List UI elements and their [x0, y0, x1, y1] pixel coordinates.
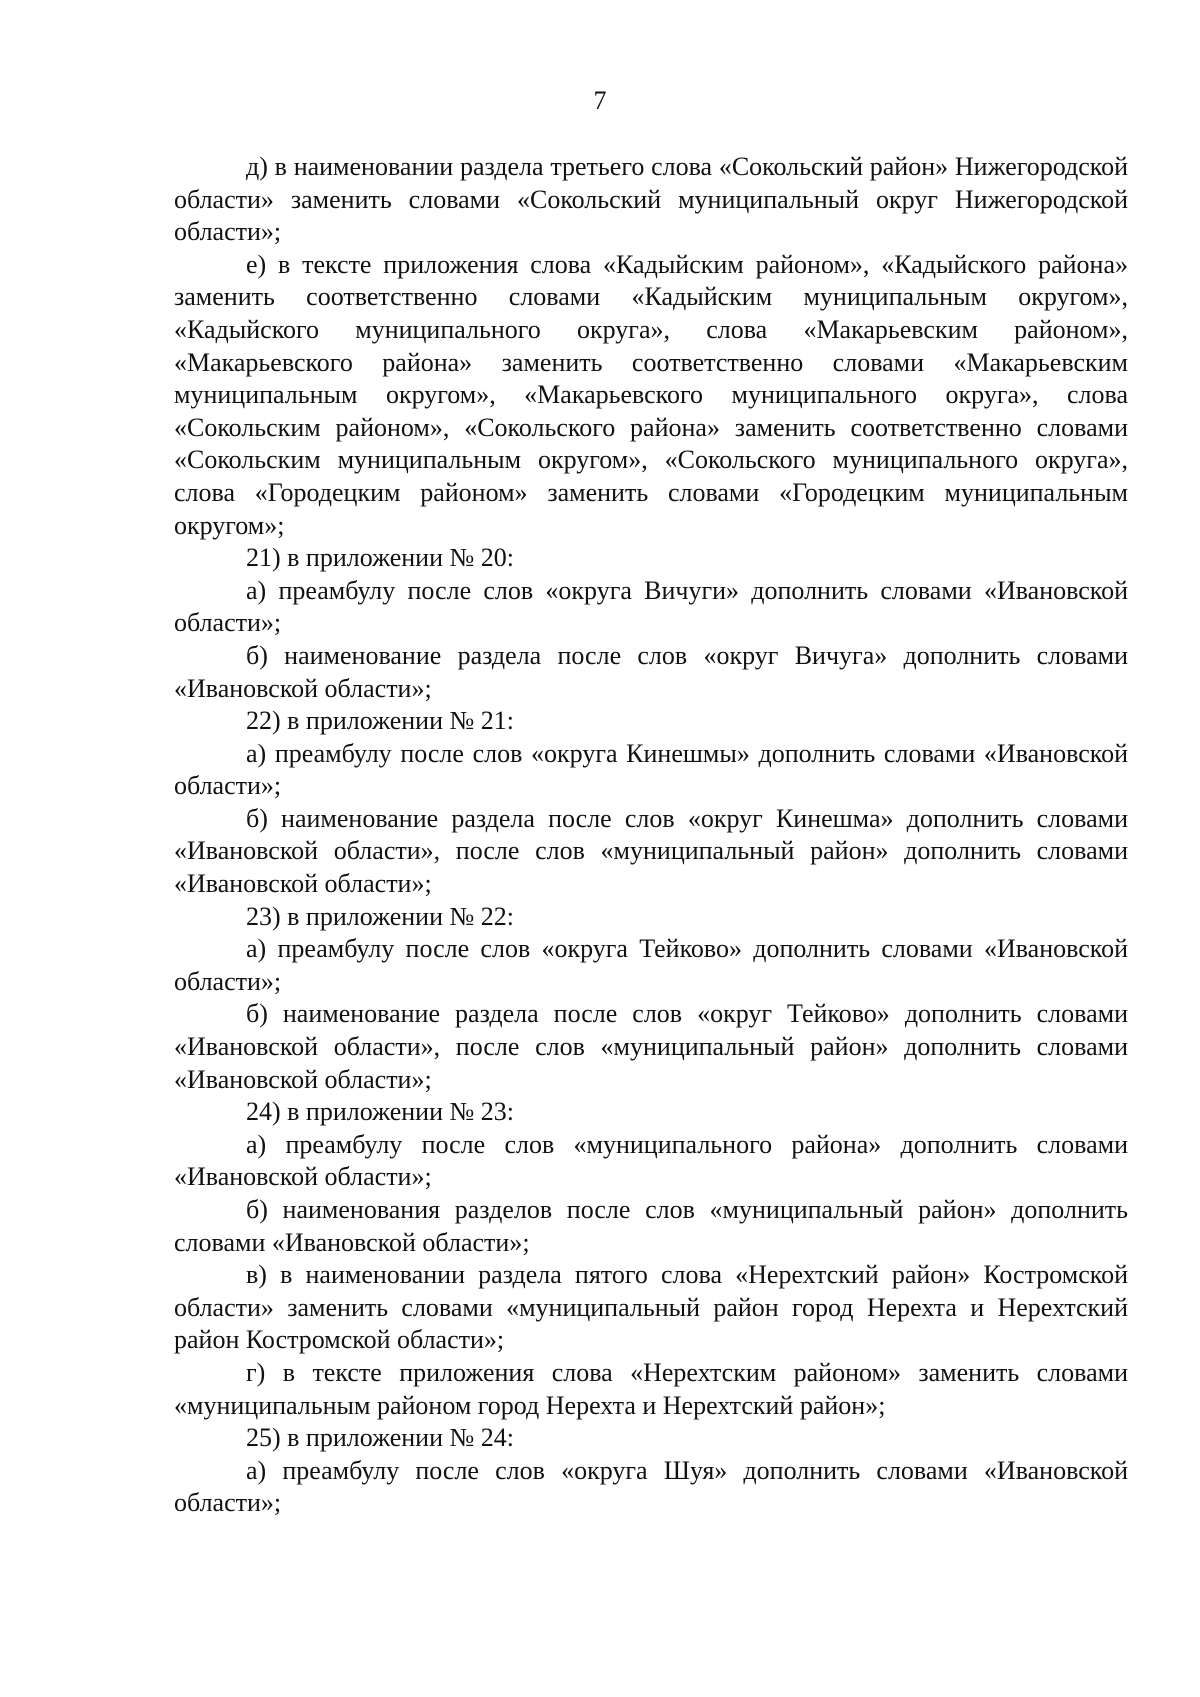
item-24-v: в) в наименовании раздела пятого слова «Нерехтский район» Костромской области» заменить словами «муниципальный район город Нерехта и Нерехтский район Костромской области»;: [174, 1260, 1128, 1355]
item-23-b: б) наименование раздела после слов «округ Тейково» дополнить словами «Ивановской области», после слов «муниципальный район» дополнить словами «Ивановской области»;: [174, 999, 1128, 1094]
item-25-heading: 25) в приложении № 24:: [246, 1423, 515, 1453]
item-24-heading: 24) в приложении № 23:: [246, 1097, 515, 1127]
item-24-a: а) преамбулу после слов «муниципального района» дополнить словами «Ивановской области»;: [174, 1129, 1128, 1192]
document-body: [174, 151, 1128, 1520]
item-24-g: г) в тексте приложения слова «Нерехтским районом» заменить словами «муниципальным районом город Нерехта и Нерехтский район»;: [174, 1357, 1128, 1420]
item-24-b: б) наименования разделов после слов «муниципальный район» дополнить словами «Ивановской области»;: [174, 1195, 1128, 1257]
item-22-a: а) преамбулу после слов «округа Кинешмы» дополнить словами «Ивановской области»;: [174, 738, 1128, 801]
item-23-a: а) преамбулу после слов «округа Тейково» дополнить словами «Ивановской области»;: [174, 934, 1128, 996]
page-number: 7: [593, 86, 607, 115]
paragraph-d: д) в наименовании раздела третьего слова «Сокольский район» Нижегородской области» заменить словами «Сокольский муниципальный округ Нижегородской области»;: [174, 152, 1128, 247]
item-22-b: б) наименование раздела после слов «округ Кинешма» дополнить словами «Ивановской области», после слов «муниципальный район» дополнить словами «Ивановской области»;: [174, 803, 1128, 899]
item-21-b: б) наименование раздела после слов «округ Вичуга» дополнить словами «Ивановской области»;: [174, 640, 1128, 703]
item-21-a: а) преамбулу после слов «округа Вичуги» дополнить словами «Ивановской области»;: [174, 575, 1128, 638]
paragraph-e: е) в тексте приложения слова «Кадыйским районом», «Кадыйского района» заменить соответственно словами «Кадыйским муниципальным округом», «Кадыйского муниципального округа», слова «Макарьевским районом», «Макарьевского района» заменить соответственно словами «Макарьевским муниципальным округом», «Макарьевского муниципального округа», слова «Сокольским районом», «Сокольского района» заменить соответственно словами «Сокольским муниципальным округом», «Сокольского муниципального округа», слова «Городецким районом» заменить словами «Городецким муниципальным округом»;: [174, 249, 1128, 540]
item-25-a: а) преамбулу после слов «округа Шуя» дополнить словами «Ивановской области»;: [174, 1455, 1128, 1518]
item-21-heading: 21) в приложении № 20:: [246, 543, 515, 573]
item-23-heading: 23) в приложении № 22:: [246, 901, 515, 931]
item-22-heading: 22) в приложении № 21:: [246, 706, 515, 736]
